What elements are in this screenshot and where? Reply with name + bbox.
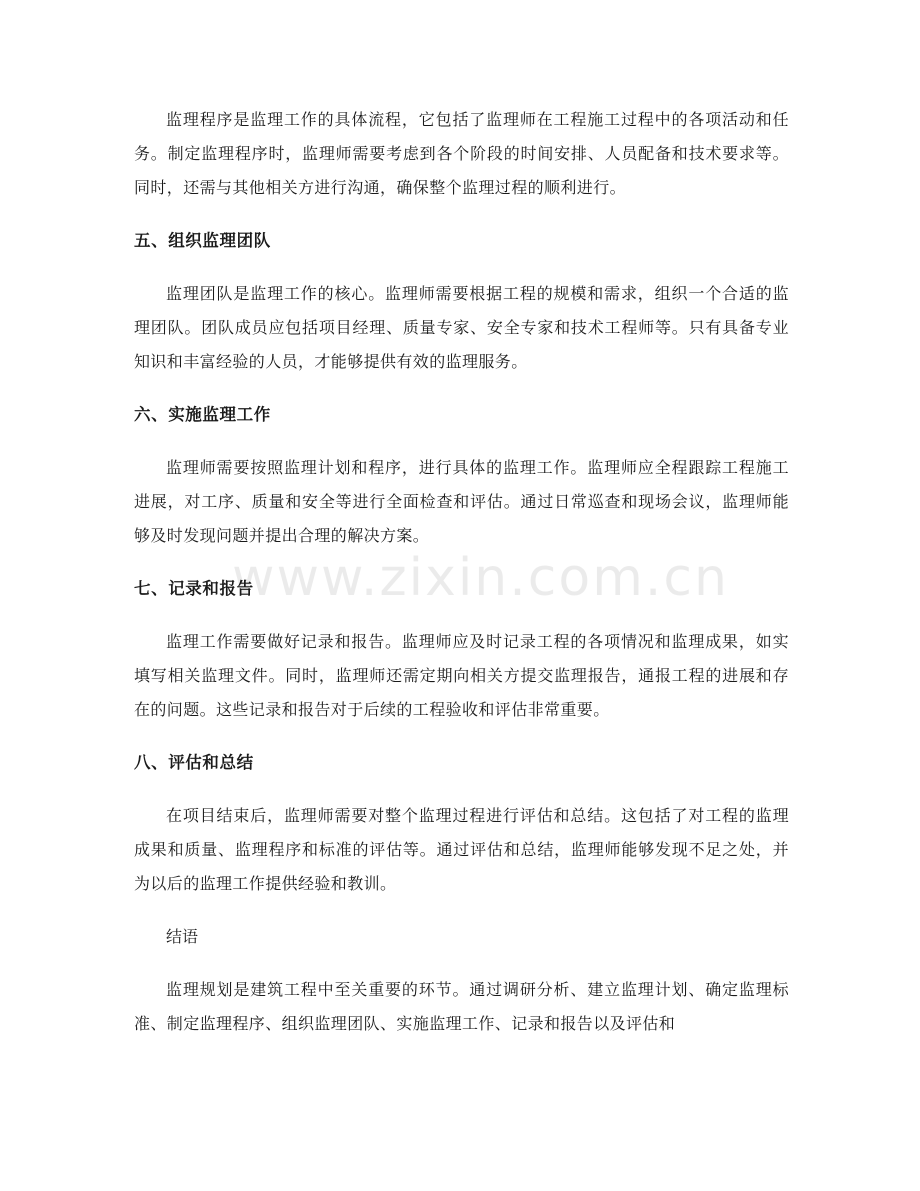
paragraph-implement-work: 监理师需要按照监理计划和程序，进行具体的监理工作。监理师应全程跟踪工程施工进展，对工序、质量和安全等进行全面检查和评估。通过日常巡查和现场会议，监理师能够及时发现问题并提出合理的解决方案。 bbox=[134, 458, 789, 545]
heading-evaluate-summarize: 八、评估和总结 bbox=[134, 753, 254, 772]
conclusion-label: 结语 bbox=[166, 927, 199, 946]
paragraph-supervision-team: 监理团队是监理工作的核心。监理师需要根据工程的规模和需求，组织一个合适的监理团队。团队成员应包括项目经理、质量专家、安全专家和技术工程师等。只有具备专业知识和丰富经验的人员，才能够提供有效的监理服务。 bbox=[134, 284, 789, 371]
document-body bbox=[134, 103, 789, 1060]
heading-organize-team: 五、组织监理团队 bbox=[134, 231, 271, 250]
paragraph-evaluate-summarize: 在项目结束后，监理师需要对整个监理过程进行评估和总结。这包括了对工程的监理成果和质量、监理程序和标准的评估等。通过评估和总结，监理师能够发现不足之处，并为以后的监理工作提供经验和教训。 bbox=[134, 806, 789, 893]
paragraph-record-report: 监理工作需要做好记录和报告。监理师应及时记录工程的各项情况和监理成果，如实填写相关监理文件。同时，监理师还需定期向相关方提交监理报告，通报工程的进展和存在的问题。这些记录和报告对于后续的工程验收和评估非常重要。 bbox=[134, 632, 789, 719]
heading-record-report: 七、记录和报告 bbox=[134, 579, 254, 598]
paragraph-supervision-procedure: 监理程序是监理工作的具体流程，它包括了监理师在工程施工过程中的各项活动和任务。制定监理程序时，监理师需要考虑到各个阶段的时间安排、人员配备和技术要求等。同时，还需与其他相关方进行沟通，确保整个监理过程的顺利进行。 bbox=[134, 110, 789, 197]
paragraph-conclusion: 监理规划是建筑工程中至关重要的环节。通过调研分析、建立监理计划、确定监理标准、制定监理程序、组织监理团队、实施监理工作、记录和报告以及评估和 bbox=[134, 980, 789, 1033]
heading-implement-work: 六、实施监理工作 bbox=[134, 405, 271, 424]
watermark-text: www.zixin.com.cn bbox=[232, 548, 729, 608]
